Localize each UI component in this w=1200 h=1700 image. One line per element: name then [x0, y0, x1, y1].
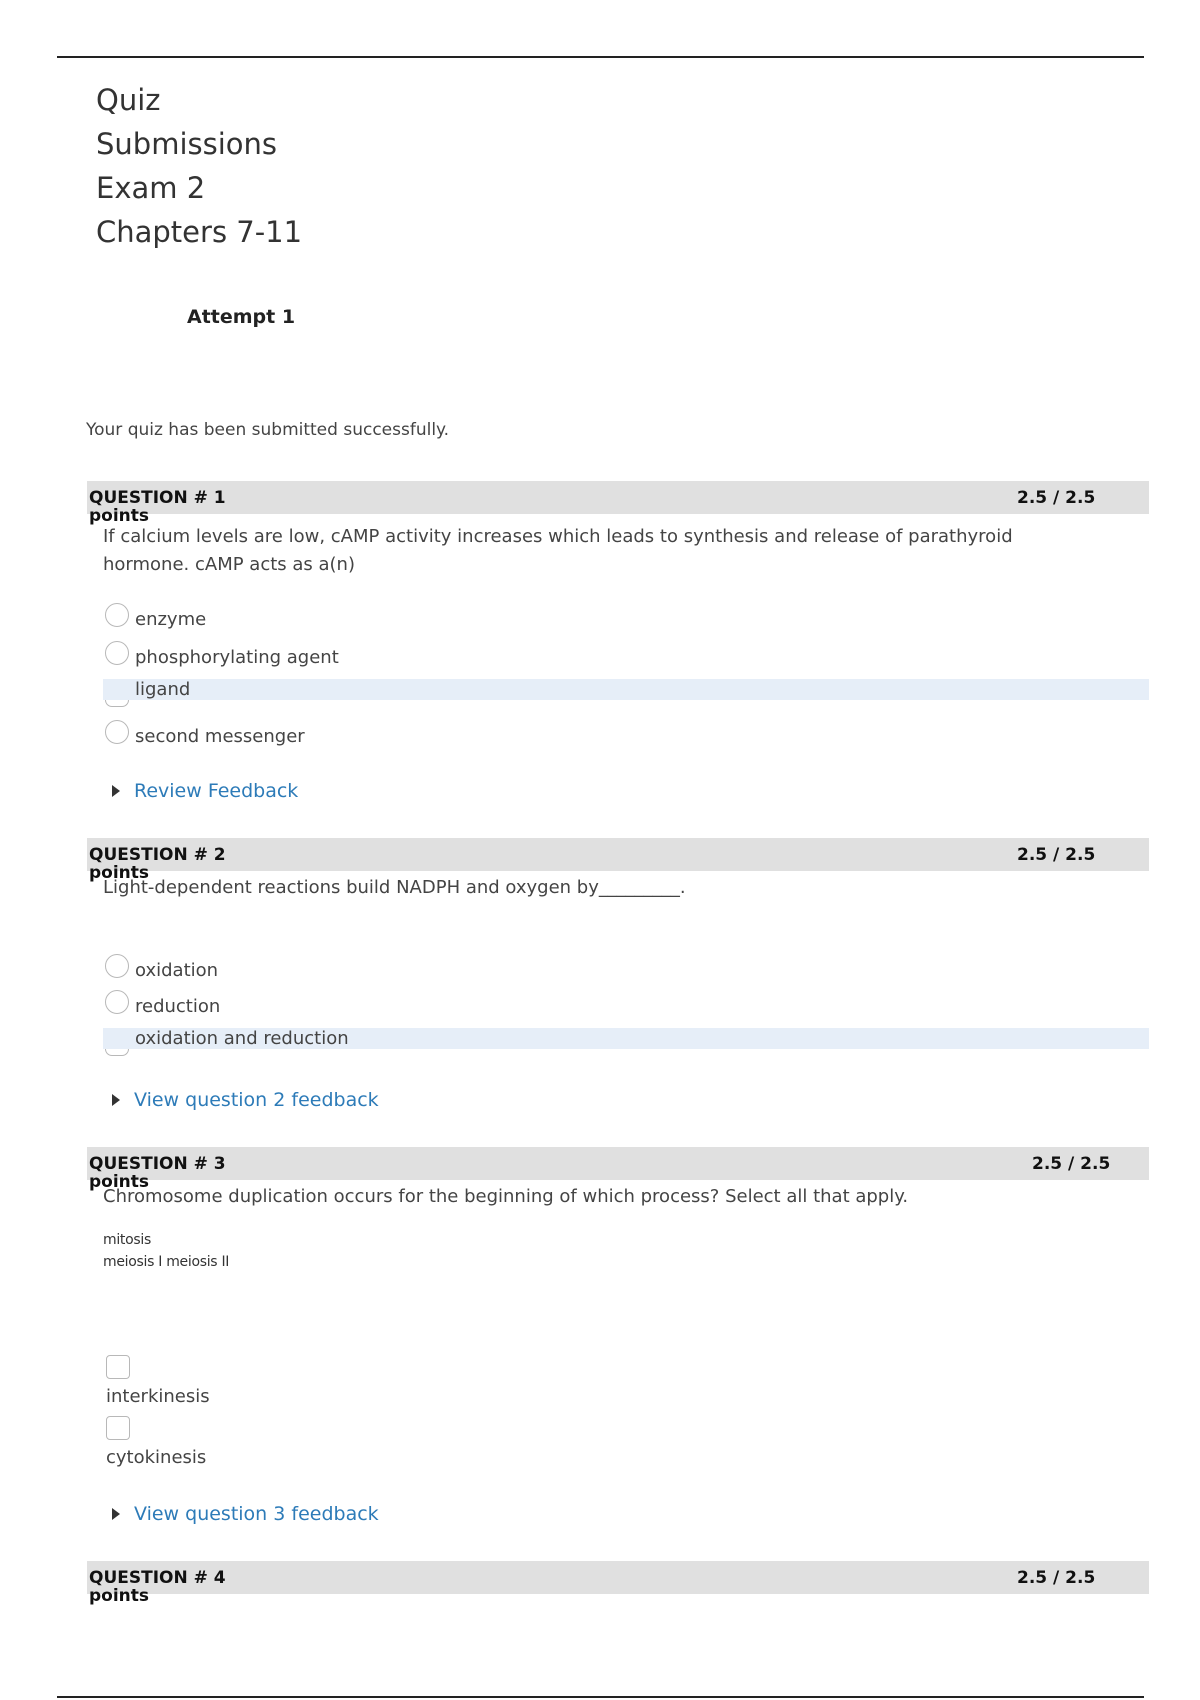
question-number: QUESTION # 4	[89, 1568, 226, 1588]
submission-status: Your quiz has been submitted successfully.	[86, 420, 450, 440]
expand-triangle-icon	[112, 1508, 120, 1520]
option-label: reduction	[135, 996, 221, 1017]
radio-button[interactable]	[105, 603, 129, 627]
feedback-link-text: Review Feedback	[134, 780, 299, 802]
selected-answer-option[interactable]	[103, 1028, 1149, 1049]
question-header	[87, 481, 1149, 526]
option-label: second messenger	[135, 726, 305, 747]
option-label: enzyme	[135, 609, 207, 630]
feedback-link[interactable]	[112, 1503, 379, 1525]
question-header	[87, 838, 1149, 883]
question-number: QUESTION # 2	[89, 845, 226, 865]
title-line: Chapters 7-11	[96, 215, 303, 249]
radio-button[interactable]	[105, 700, 129, 707]
question-number: QUESTION # 1	[89, 488, 226, 508]
option-list	[103, 1229, 229, 1273]
radio-button[interactable]	[105, 954, 129, 978]
points-label: points	[89, 506, 150, 526]
selected-answer-option[interactable]	[103, 679, 1149, 700]
points-label: points	[89, 1172, 150, 1192]
question-score: 2.5 / 2.5	[1017, 1568, 1096, 1588]
option-label: phosphorylating agent	[135, 647, 339, 668]
question-header	[87, 1147, 1149, 1192]
points-label: points	[89, 863, 150, 883]
title-line: Submissions	[96, 127, 278, 161]
title-line: Exam 2	[96, 171, 206, 205]
option-text: meiosis I meiosis II	[103, 1254, 230, 1270]
option-label: oxidation and reduction	[135, 1028, 349, 1049]
radio-button[interactable]	[105, 720, 129, 744]
option-label: cytokinesis	[106, 1447, 207, 1468]
question-text: Chromosome duplication occurs for the beginning of which process? Select all that apply.	[103, 1186, 909, 1207]
feedback-link-text: View question 3 feedback	[134, 1503, 379, 1525]
expand-triangle-icon	[112, 1094, 120, 1106]
option-label: oxidation	[135, 960, 219, 981]
question-header	[87, 1561, 1149, 1606]
top-rule	[57, 56, 1144, 58]
points-label: points	[89, 1586, 150, 1606]
question-text: If calcium levels are low, cAMP activity increases which leads to synthesis and release of parathyroid hormone. cAMP acts as a(n)	[103, 526, 1013, 575]
checkbox[interactable]	[106, 1355, 130, 1379]
radio-button[interactable]	[105, 641, 129, 665]
radio-button[interactable]	[105, 990, 129, 1014]
question-number: QUESTION # 3	[89, 1154, 226, 1174]
option-text: mitosis	[103, 1232, 151, 1248]
question-score: 2.5 / 2.5	[1017, 845, 1096, 865]
question-text: Light-dependent reactions build NADPH and oxygen by_________.	[103, 877, 686, 898]
checkbox[interactable]	[106, 1416, 130, 1440]
feedback-link-text: View question 2 feedback	[134, 1089, 379, 1111]
title-line: Quiz	[96, 83, 161, 117]
option-label: interkinesis	[106, 1386, 210, 1407]
quiz-title	[96, 78, 302, 254]
bottom-rule	[57, 1696, 1144, 1698]
expand-triangle-icon	[112, 785, 120, 797]
question-score: 2.5 / 2.5	[1032, 1154, 1111, 1174]
question-score: 2.5 / 2.5	[1017, 488, 1096, 508]
option-label: ligand	[135, 679, 191, 700]
attempt-label: Attempt 1	[187, 306, 296, 328]
feedback-link[interactable]	[112, 1089, 379, 1111]
radio-button[interactable]	[105, 1049, 129, 1056]
feedback-link[interactable]	[112, 780, 298, 802]
